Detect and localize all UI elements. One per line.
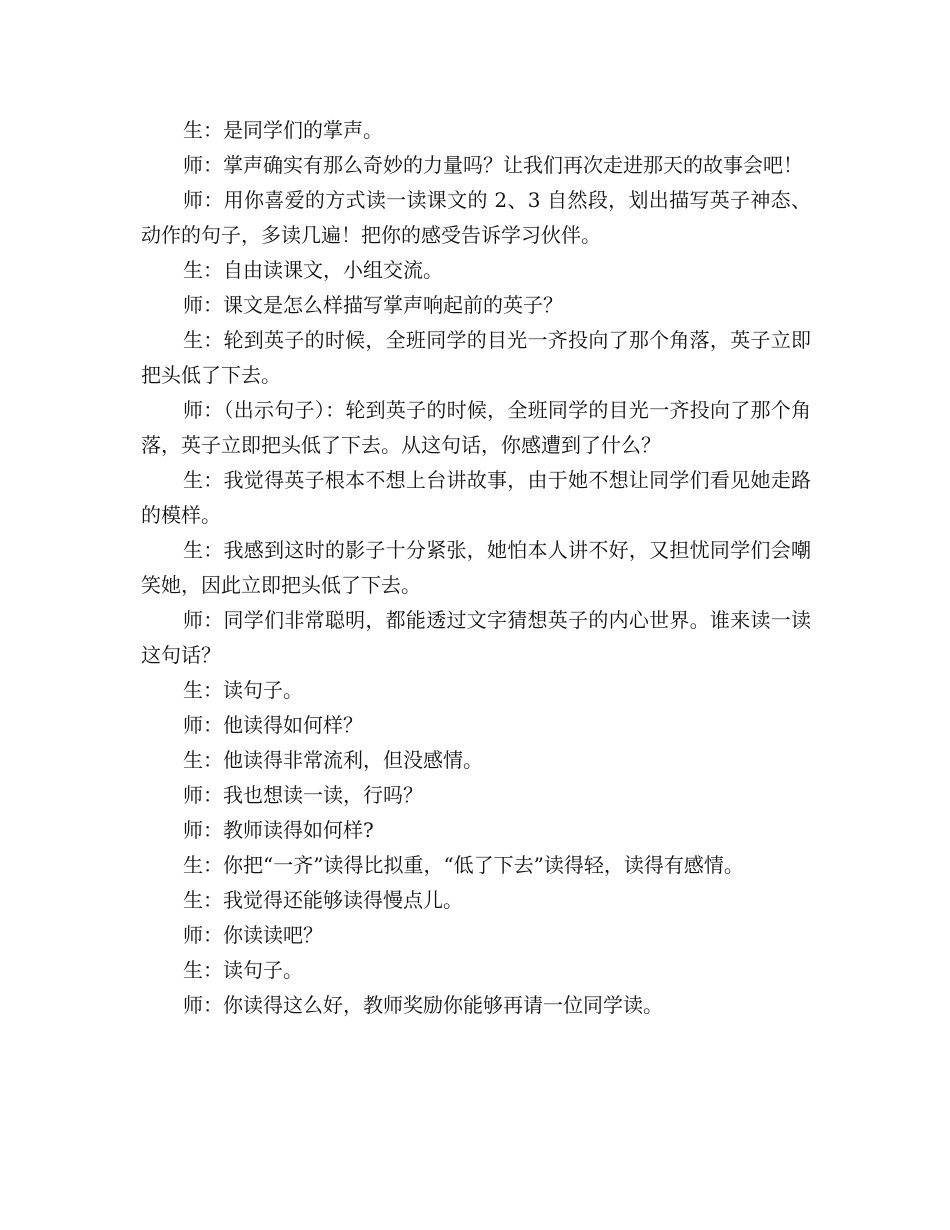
paragraph-18: 师：你读读吧？ <box>183 923 323 947</box>
paragraph-15: 师：教师读得如何样? <box>183 818 374 842</box>
paragraph-16: 生：你把“一齐”读得比拟重，“低了下去”读得轻，读得有感情。 <box>183 853 744 877</box>
paragraph-3: 师：用你喜爱的方式读一读课文的 2、3 自然段，划出描写英子神态、动作的句子，多读几遍！把你的感受告诉学习伙伴。 <box>141 188 811 247</box>
paragraph-10: 师：同学们非常聪明，都能透过文字猜想英子的内心世界。谁来读一读这句话？ <box>141 608 811 667</box>
paragraph-17: 生：我觉得还能够读得慢点儿。 <box>183 888 463 912</box>
paragraph-11: 生：读句子。 <box>183 678 303 702</box>
paragraph-1: 生：是同学们的掌声。 <box>183 118 383 142</box>
paragraph-4: 生：自由读课文，小组交流。 <box>183 258 443 282</box>
paragraph-14: 师：我也想读一读，行吗？ <box>183 783 423 807</box>
document-body <box>141 113 811 1023</box>
paragraph-6: 生：轮到英子的时候，全班同学的目光一齐投向了那个角落，英子立即把头低了下去。 <box>141 328 811 387</box>
paragraph-20: 师：你读得这么好，教师奖励你能够再请一位同学读。 <box>183 993 663 1017</box>
paragraph-9: 生：我感到这时的影子十分紧张，她怕本人讲不好，又担忧同学们会嘲笑她，因此立即把头低了下去。 <box>141 538 811 597</box>
paragraph-7: 师：（出示句子）：轮到英子的时候，全班同学的目光一齐投向了那个角落，英子立即把头低了下去。从这句话，你感遭到了什么？ <box>141 398 811 457</box>
paragraph-8: 生：我觉得英子根本不想上台讲故事，由于她不想让同学们看见她走路的模样。 <box>141 468 811 527</box>
paragraph-13: 生：他读得非常流利，但没感情。 <box>183 748 483 772</box>
paragraph-2: 师：掌声确实有那么奇妙的力量吗？让我们再次走进那天的故事会吧！ <box>183 153 803 177</box>
paragraph-12: 师：他读得如何样？ <box>183 713 363 737</box>
paragraph-19: 生：读句子。 <box>183 958 303 982</box>
paragraph-5: 师：课文是怎么样描写掌声响起前的英子？ <box>183 293 563 317</box>
